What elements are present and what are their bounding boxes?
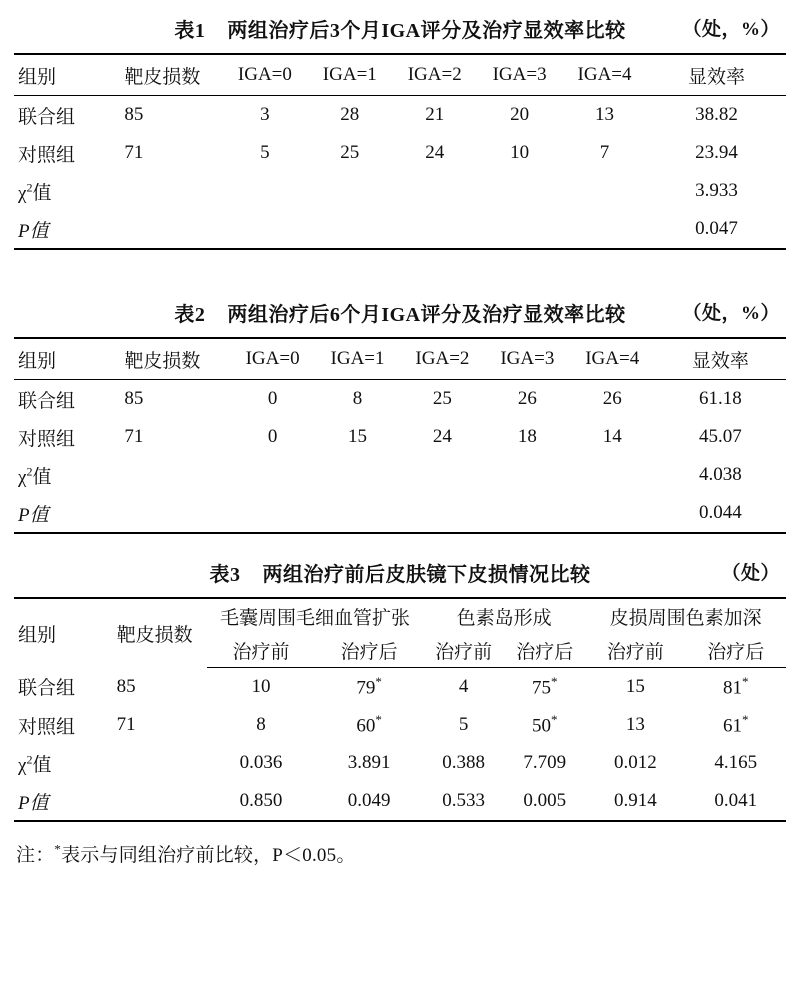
cell-value: 79* xyxy=(356,674,382,699)
cell-empty xyxy=(222,172,307,210)
table-1-caption-text: 两组治疗后3个月IGA评分及治疗显效率比较 xyxy=(227,20,626,42)
header-cell: 组别 xyxy=(14,54,114,96)
cell-empty xyxy=(114,172,222,210)
cell-empty xyxy=(400,456,485,494)
cell-value: 8 xyxy=(256,714,266,735)
header-group-pigment-island: 色素岛形成 xyxy=(423,598,585,633)
header-cell: IGA=2 xyxy=(400,338,485,380)
table-note xyxy=(14,828,786,867)
subheader-cell: 治疗后 xyxy=(504,633,585,668)
cell-value: 24 xyxy=(425,142,445,163)
cell-empty xyxy=(570,494,655,533)
p-value-value: 0.850 xyxy=(207,782,315,821)
cell-value: 38.82 xyxy=(695,104,738,125)
cell-empty xyxy=(114,494,230,533)
table-row xyxy=(14,380,786,419)
header-cell: IGA=3 xyxy=(477,54,562,96)
table-2 xyxy=(14,337,786,534)
cell-value: 60* xyxy=(356,712,382,737)
cell-value: 25 xyxy=(432,388,452,409)
table-header-row xyxy=(14,54,786,96)
cell-empty xyxy=(315,494,400,533)
cell-empty xyxy=(477,210,562,249)
cell-value: 10 xyxy=(251,676,271,697)
header-group-perilesional-pigment: 皮损周围色素加深 xyxy=(585,598,786,633)
chi-square-value: 4.165 xyxy=(714,752,758,773)
cell-empty xyxy=(562,172,647,210)
cell-empty xyxy=(485,456,570,494)
cell-lesion: 85 xyxy=(116,675,136,697)
table-row xyxy=(14,706,786,744)
spacer xyxy=(14,540,786,550)
cell-empty xyxy=(114,210,222,249)
cell-value: 81* xyxy=(723,674,749,699)
p-value-value: 0.041 xyxy=(686,782,786,821)
p-value-label: P值 xyxy=(14,494,114,533)
cell-group: 对照组 xyxy=(18,428,76,450)
chi-square-value: 7.709 xyxy=(523,752,567,773)
cell-lesion: 85 xyxy=(124,104,144,125)
cell-value: 15 xyxy=(348,426,368,447)
cell-value: 45.07 xyxy=(698,426,742,447)
cell-value: 3 xyxy=(260,104,270,125)
header-cell-lesion: 靶皮损数 xyxy=(107,598,207,668)
chi-square-label: $\chi^2$值 xyxy=(18,180,52,204)
significance-star: * xyxy=(742,674,749,690)
cell-value: 61* xyxy=(723,712,749,737)
table-1-caption xyxy=(14,6,786,53)
cell-value: 75* xyxy=(531,674,558,699)
table-3-caption-number: 表3 xyxy=(209,564,241,586)
cell-value: 0 xyxy=(267,388,278,409)
cell-empty xyxy=(107,782,207,821)
chi-square-value: 0.388 xyxy=(442,752,486,773)
cell-lesion: 71 xyxy=(124,142,144,163)
cell-empty xyxy=(392,210,477,249)
cell-value: 13 xyxy=(625,714,645,735)
p-value-value: 0.914 xyxy=(585,782,685,821)
cell-value: 18 xyxy=(517,426,537,447)
header-cell: 靶皮损数 xyxy=(114,54,222,96)
p-value-label: P值 xyxy=(14,210,114,249)
table-row xyxy=(14,668,786,707)
table-header-group-row xyxy=(14,598,786,633)
cell-group: 联合组 xyxy=(18,678,76,700)
chi-square-row xyxy=(14,172,786,210)
cell-value: 28 xyxy=(340,104,360,125)
table-row xyxy=(14,134,786,172)
cell-empty xyxy=(307,210,392,249)
p-value-row xyxy=(14,494,786,533)
cell-value: 23.94 xyxy=(695,142,738,163)
chi-square-row xyxy=(14,744,786,782)
table-row xyxy=(14,418,786,456)
p-value-value: 0.533 xyxy=(423,782,504,821)
header-cell-group: 组别 xyxy=(14,598,107,668)
chi-square-value: 3.933 xyxy=(695,180,738,201)
cell-empty xyxy=(114,456,230,494)
cell-group: 对照组 xyxy=(18,144,76,166)
header-cell: IGA=4 xyxy=(562,54,647,96)
table-3-caption-unit: （处） xyxy=(721,563,780,584)
cell-empty xyxy=(230,456,315,494)
table-2-caption-text: 两组治疗后6个月IGA评分及治疗显效率比较 xyxy=(227,304,626,326)
cell-empty xyxy=(570,456,655,494)
table-1 xyxy=(14,53,786,250)
header-cell: IGA=3 xyxy=(485,338,570,380)
chi-square-value: 4.038 xyxy=(698,464,742,485)
cell-value: 61.18 xyxy=(698,388,742,409)
cell-empty xyxy=(107,744,207,782)
cell-value: 13 xyxy=(595,104,615,125)
header-cell: 靶皮损数 xyxy=(114,338,230,380)
table-1-caption-unit: （处，%） xyxy=(682,19,780,40)
cell-value: 0 xyxy=(267,426,278,447)
chi-square-label: $\chi^2$值 xyxy=(18,464,52,488)
cell-value: 5 xyxy=(260,142,270,163)
cell-lesion: 71 xyxy=(124,426,144,447)
p-value-value: 0.049 xyxy=(315,782,423,821)
significance-star: * xyxy=(375,674,382,690)
chi-square-value: 0.036 xyxy=(239,752,283,773)
cell-value: 7 xyxy=(599,142,610,163)
subheader-cell: 治疗前 xyxy=(423,633,504,668)
cell-empty xyxy=(477,172,562,210)
header-cell: IGA=4 xyxy=(570,338,655,380)
p-value-value: 0.005 xyxy=(504,782,585,821)
note-prefix: 注： xyxy=(16,845,55,866)
cell-group: 联合组 xyxy=(18,106,76,128)
p-value-row xyxy=(14,782,786,821)
cell-empty xyxy=(400,494,485,533)
table-row xyxy=(14,96,786,135)
cell-lesion: 85 xyxy=(124,388,144,409)
header-cell: IGA=1 xyxy=(307,54,392,96)
cell-value: 10 xyxy=(510,142,530,163)
cell-value: 21 xyxy=(425,104,445,125)
cell-group: 联合组 xyxy=(18,390,76,412)
cell-empty xyxy=(392,172,477,210)
significance-star: * xyxy=(375,712,382,728)
table-2-caption-number: 表2 xyxy=(174,304,206,326)
cell-group: 对照组 xyxy=(18,716,76,738)
significance-star: * xyxy=(550,712,558,728)
subheader-cell: 治疗前 xyxy=(585,633,685,668)
table-1-caption-number: 表1 xyxy=(174,20,206,42)
cell-empty xyxy=(315,456,400,494)
cell-empty xyxy=(230,494,315,533)
header-cell: 显效率 xyxy=(647,54,786,96)
p-value-label: P值 xyxy=(14,782,107,821)
cell-value: 26 xyxy=(517,388,537,409)
table-3-block xyxy=(14,550,786,822)
chi-square-value: 0.012 xyxy=(614,752,657,773)
significance-star: * xyxy=(742,712,749,728)
chi-square-value: 3.891 xyxy=(347,752,391,773)
table-2-block xyxy=(14,290,786,534)
table-2-caption-unit: （处，%） xyxy=(682,303,780,324)
table-2-caption xyxy=(14,290,786,337)
spacer xyxy=(14,256,786,290)
cell-value: 4 xyxy=(458,676,469,697)
header-group-telangiectasia: 毛囊周围毛细血管扩张 xyxy=(207,598,423,633)
p-value-row xyxy=(14,210,786,249)
subheader-cell: 治疗后 xyxy=(315,633,423,668)
subheader-cell: 治疗前 xyxy=(207,633,315,668)
cell-empty xyxy=(222,210,307,249)
header-cell: IGA=2 xyxy=(392,54,477,96)
cell-value: 26 xyxy=(602,388,622,409)
table-1-block xyxy=(14,6,786,250)
header-cell: IGA=1 xyxy=(315,338,400,380)
cell-value: 50* xyxy=(531,712,558,737)
cell-empty xyxy=(307,172,392,210)
cell-lesion: 71 xyxy=(116,714,136,735)
cell-empty xyxy=(485,494,570,533)
cell-value: 25 xyxy=(340,142,360,163)
p-value-value: 0.047 xyxy=(647,210,786,249)
cell-value: 8 xyxy=(352,388,363,409)
table-3 xyxy=(14,597,786,822)
chi-square-label: $\chi^2$值 xyxy=(18,752,52,776)
note-star: * xyxy=(54,841,62,857)
table-3-caption-text: 两组治疗前后皮肤镜下皮损情况比较 xyxy=(262,564,591,586)
cell-value: 5 xyxy=(458,714,469,735)
cell-value: 15 xyxy=(625,676,645,697)
p-value-value: 0.044 xyxy=(655,494,786,533)
chi-square-row xyxy=(14,456,786,494)
header-cell: 组别 xyxy=(14,338,114,380)
cell-empty xyxy=(562,210,647,249)
significance-star: * xyxy=(550,674,558,690)
table-3-caption xyxy=(14,550,786,597)
header-cell: 显效率 xyxy=(655,338,786,380)
cell-value: 24 xyxy=(432,426,452,447)
note-text: 表示与同组治疗前比较，P＜0.05。 xyxy=(61,845,356,866)
cell-value: 14 xyxy=(602,426,622,447)
subheader-cell: 治疗后 xyxy=(686,633,786,668)
header-cell: IGA=0 xyxy=(230,338,315,380)
cell-value: 20 xyxy=(510,104,530,125)
header-cell: IGA=0 xyxy=(222,54,307,96)
table-header-row xyxy=(14,338,786,380)
